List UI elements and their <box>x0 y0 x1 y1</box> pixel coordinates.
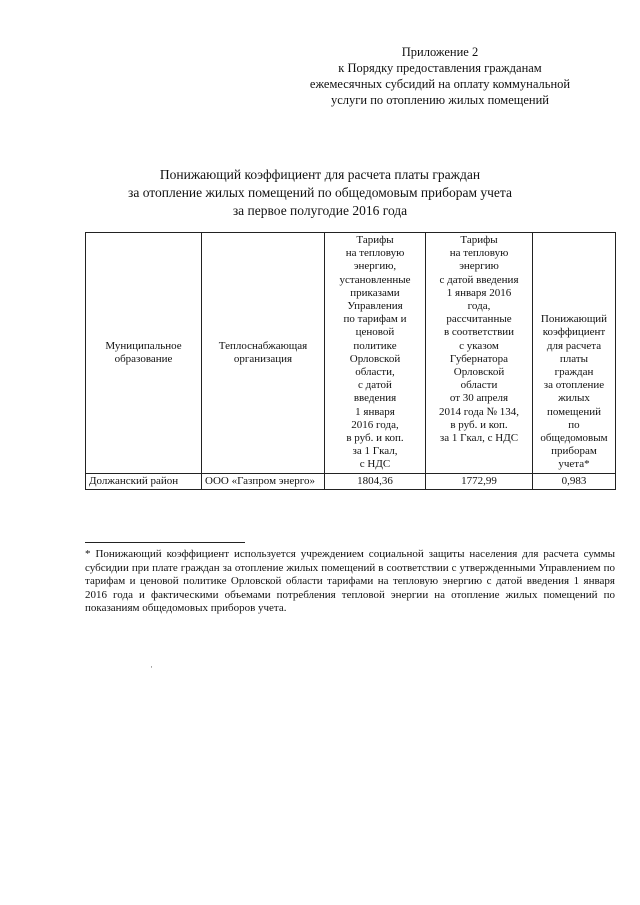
header-municipality <box>86 233 202 474</box>
cell-organization: ООО «Газпром энерго» <box>202 473 325 489</box>
appendix-line: услуги по отоплению жилых помещений <box>331 93 549 107</box>
header-line: платы <box>559 352 589 365</box>
header-line: приборам <box>551 445 597 458</box>
table-header-row <box>86 233 616 474</box>
header-line: с датой введения <box>439 273 519 286</box>
document-title <box>110 166 530 220</box>
header-line: 1 января 2016 <box>446 286 512 299</box>
header-tariff-calculated <box>426 233 533 474</box>
header-line: с указом <box>459 339 499 352</box>
header-line: организация <box>233 352 293 365</box>
header-line: 2014 года № 134, <box>439 405 519 418</box>
header-line: за 1 Гкал, <box>352 445 398 458</box>
header-line: области <box>460 379 498 392</box>
header-line: Тарифы <box>460 234 498 246</box>
cell-tariff-ordered: 1804,36 <box>325 473 426 489</box>
header-line: за 1 Гкал, с НДС <box>439 432 519 445</box>
header-line: с датой <box>358 379 392 392</box>
header-line: образование <box>114 352 173 365</box>
table-row <box>86 473 616 489</box>
header-line: в соответствии <box>443 326 515 339</box>
header-line: с НДС <box>359 458 391 471</box>
header-line: Понижающий <box>540 313 608 326</box>
header-organization <box>202 233 325 474</box>
header-line: за отопление <box>543 379 605 392</box>
header-line: политике <box>353 339 397 352</box>
header-tariff-ordered <box>325 233 426 474</box>
header-line: жилых <box>558 392 590 405</box>
header-line: Тарифы <box>356 234 394 246</box>
cell-coefficient: 0,983 <box>533 473 616 489</box>
header-line: установленные <box>339 273 411 286</box>
appendix-header <box>270 44 610 108</box>
header-line: Орловской <box>349 352 401 365</box>
header-line: ценовой <box>355 326 395 339</box>
header-line: граждан <box>554 366 594 379</box>
stray-mark: · <box>150 662 153 672</box>
footnote: * Понижающий коэффициент используется учреждением социальной защиты населения для расчета суммы субсидии при плате граждан за отопление жилых помещений в соответствии с утвержденными Управлением по тарифам и ценовой политике Орловской области тарифами на тепловую энергию с датой введения 1 января 2016 года и фактическими объемами потребления тепловой энергии на отопление жилых помещений по показаниям общедомовых приборов учета. <box>85 548 615 614</box>
header-line: коэффициент <box>542 326 606 339</box>
title-line: за отопление жилых помещений по общедомовым приборам учета <box>128 185 512 200</box>
header-line: на тепловую <box>345 247 405 260</box>
header-line: энергию, <box>353 260 397 273</box>
appendix-line: Приложение 2 <box>401 45 479 59</box>
header-coefficient <box>533 233 616 474</box>
header-line: в руб. и коп. <box>450 418 508 431</box>
header-line: Теплоснабжающая <box>218 339 308 352</box>
header-line: по <box>568 418 580 431</box>
header-line: 2016 года, <box>351 418 399 431</box>
header-line: введения <box>353 392 397 405</box>
coefficient-table <box>85 232 616 490</box>
header-line: общедомовым <box>540 432 608 445</box>
header-line: рассчитанные <box>446 313 512 326</box>
header-line: 1 января <box>355 405 395 418</box>
cell-tariff-calculated: 1772,99 <box>426 473 533 489</box>
footnote-divider <box>85 542 245 543</box>
header-line: Управления <box>347 300 403 313</box>
appendix-line: к Порядку предоставления гражданам <box>338 61 542 75</box>
header-line: по тарифам и <box>343 313 407 326</box>
title-line: Понижающий коэффициент для расчета платы граждан <box>159 167 481 182</box>
header-line: в руб. и коп. <box>346 432 404 445</box>
header-line: Муниципальное <box>105 339 182 352</box>
header-line: Орловской <box>453 366 505 379</box>
header-line: на тепловую <box>449 247 509 260</box>
header-line: Губернатора <box>449 352 509 365</box>
header-line: помещений <box>546 405 602 418</box>
header-line: энергию <box>459 260 499 273</box>
header-line: года, <box>467 300 491 313</box>
header-line: для расчета <box>546 339 602 352</box>
header-line: приказами <box>350 286 400 299</box>
header-line: области, <box>355 366 395 379</box>
appendix-line: ежемесячных субсидий на оплату коммунальной <box>309 77 571 91</box>
header-line: учета* <box>558 458 590 471</box>
cell-municipality: Должанский район <box>86 473 202 489</box>
title-line: за первое полугодие 2016 года <box>232 203 408 218</box>
header-line: от 30 апреля <box>449 392 509 405</box>
